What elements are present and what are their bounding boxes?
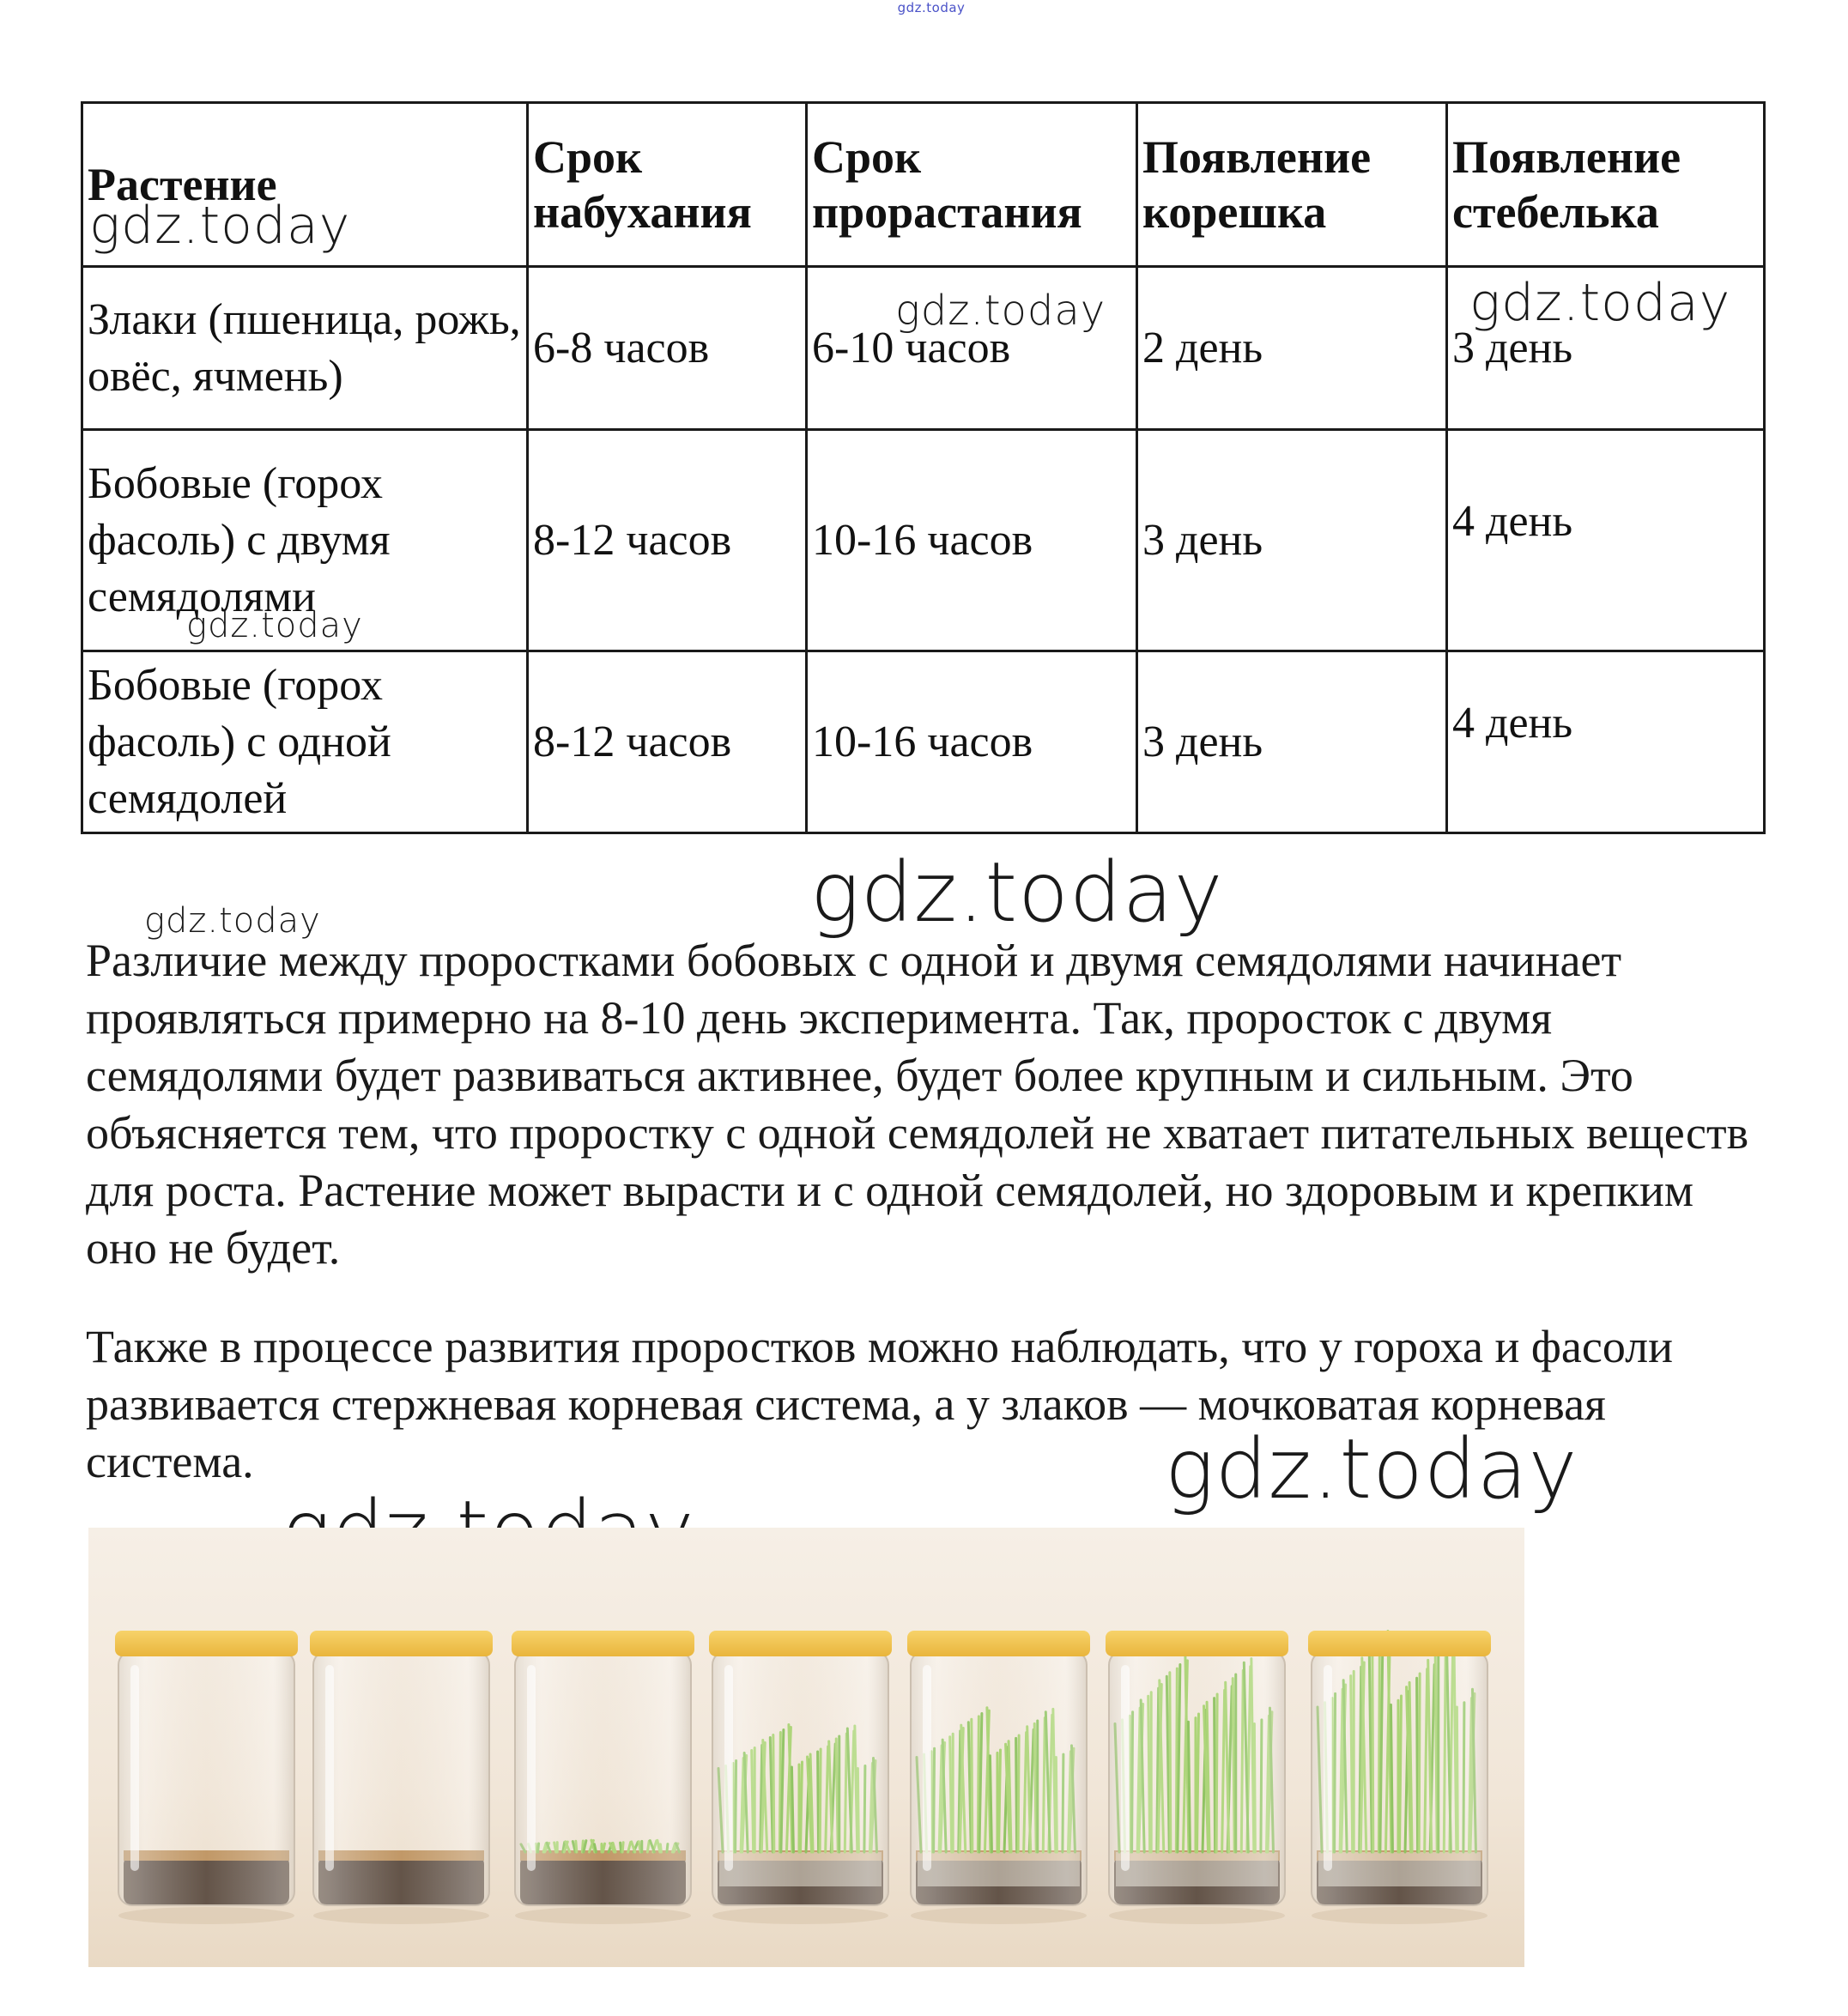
table-cell: 2 день	[1137, 267, 1447, 430]
table-header-cell: Срок прорастания	[807, 103, 1137, 267]
watermark: gdz.today	[810, 845, 1224, 941]
table-cell: 6-10 часов	[807, 267, 1137, 430]
table-header-cell: Растение	[82, 103, 528, 267]
table-cell	[1447, 651, 1765, 833]
table-cell: Бобовые (горох фасоль) с двумя семядолями	[82, 430, 528, 651]
table-cell: Злаки (пшеница, рожь, овёс, ячмень)	[82, 267, 528, 430]
table-cell: 3 день	[1447, 267, 1765, 430]
table-cell	[1447, 430, 1765, 651]
table-cell: 8-12 часов	[528, 651, 807, 833]
table-cell: Бобовые (горох фасоль) с одной семядолей	[82, 651, 528, 833]
watermark: gdz.today	[144, 901, 321, 941]
table-header-cell: Появление корешка	[1137, 103, 1447, 267]
explanation-paragraph: Различие между проростками бобовых с одной и двумя семядолями начинает проявляться примерно на 8-10 день эксперимента. Так, проросток с двумя семядолями будет развиваться активнее, будет более крупным и сильным. Это объясняется тем, что проростку с одной семядолей не хватает питательных веществ для роста. Растение может вырасти и с одной семядолей, но здоровым и крепким оно не будет.	[86, 935, 1749, 1274]
table-row	[82, 651, 1765, 833]
sprouting-jars-photo	[88, 1528, 1524, 1967]
watermark: gdz.today	[1165, 1421, 1578, 1517]
jar	[709, 1631, 892, 1924]
table-header-cell: Появление стебелька	[1447, 103, 1765, 267]
watermark: gdz.today	[895, 287, 1106, 335]
top-watermark: gdz.today	[897, 0, 966, 15]
table-cell-text: 4 день	[1452, 698, 1573, 748]
jar	[907, 1631, 1090, 1924]
table-header-cell: Срок набухания	[528, 103, 807, 267]
jar	[1308, 1631, 1491, 1924]
table-cell: 6-8 часов	[528, 267, 807, 430]
jar	[1106, 1631, 1288, 1924]
watermark: gdz.today	[89, 196, 351, 256]
table-cell: 10-16 часов	[807, 430, 1137, 651]
table-cell: 3 день	[1137, 651, 1447, 833]
watermark: gdz.today	[1469, 273, 1731, 333]
jar	[115, 1631, 298, 1924]
table-cell-text: 4 день	[1452, 496, 1573, 546]
watermark: gdz.today	[186, 606, 363, 645]
table-cell: 8-12 часов	[528, 430, 807, 651]
jar	[512, 1631, 694, 1924]
table-cell: 3 день	[1137, 430, 1447, 651]
jar	[310, 1631, 493, 1924]
root-system-paragraph: Также в процессе развития проростков можно наблюдать, что у гороха и фасоли развивается стержневая корневая система, а у злаков — мочковатая корневая система.	[86, 1321, 1673, 1487]
table-cell: 10-16 часов	[807, 651, 1137, 833]
